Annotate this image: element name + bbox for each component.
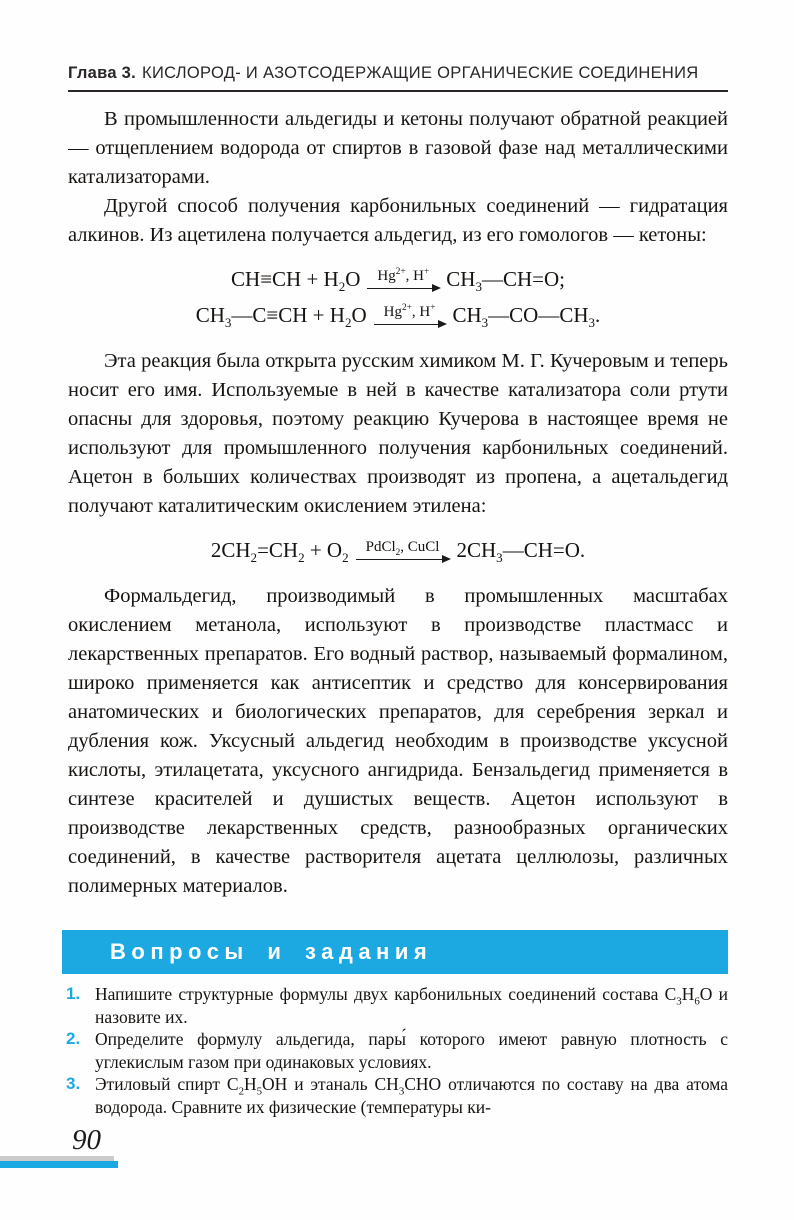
equation-left: $CH\equiv CH + H_2O$ <box>231 267 361 295</box>
arrow-shaft <box>356 559 450 561</box>
question-text: Напишите структурные формулы двух карбонильных соединений состава $C_3H_6O$ и назовите их. <box>95 984 728 1027</box>
question-item <box>62 1028 728 1073</box>
question-text: Этиловый спирт $C_2H_5OH$ и этаналь $CH_3CHO$ отличаются по составу на два атома водорода. Сравните их физические (температуры ки- <box>95 1074 729 1117</box>
questions-banner-title: Вопросы и задания <box>110 939 433 964</box>
equation-acetylene <box>68 265 728 294</box>
catalyst-label: $Hg^{2+}$, H+ <box>383 303 436 320</box>
question-number: 3. <box>66 1074 81 1093</box>
question-item <box>62 1073 728 1118</box>
reaction-arrow <box>367 268 439 289</box>
equation-right: $CH_3—CO—CH_3$. <box>452 303 601 331</box>
footer-blue-bar <box>0 1161 118 1168</box>
equation-right: $CH_3—CH=O$; <box>446 267 565 295</box>
paragraph-applications: Формальдегид, производимый в промышленных масштабах окислением метанола, используют в производстве пластмасс и лекарственных препаратов. Его водный раствор, называемый формалином, широко применяется как антисептик и средство для консервирования анатомических и биологических препаратов, для серебрения зеркал и дубления кож. Уксусный альдегид необходим в производстве уксусной кислоты, этилацетата, уксусного ангидрида. Бензальдегид применяется в синтезе красителей и душистых веществ. Ацетон используют в производстве лекарственных средств, разнообразных органических соединений, в качестве растворителя ацетата целлюлозы, различных полимерных материалов. <box>68 585 728 897</box>
questions-list <box>62 983 728 1118</box>
chapter-title: КИСЛОРОД- И АЗОТСОДЕРЖАЩИЕ ОРГАНИЧЕСКИЕ СОЕДИНЕНИЯ <box>142 64 699 82</box>
questions-banner <box>62 930 728 974</box>
chapter-header <box>68 0 728 92</box>
arrow-shaft <box>374 324 446 326</box>
chapter-label: Глава 3. <box>68 64 137 82</box>
catalyst-label: $Hg^{2+}$, H+ <box>377 267 430 284</box>
questions-section <box>62 930 728 1118</box>
question-number: 2. <box>66 1029 81 1048</box>
question-number: 1. <box>66 984 81 1003</box>
page-number: 90 <box>72 1124 101 1156</box>
equation-right: $2CH_3—CH=O$. <box>456 538 586 566</box>
question-text: Определите формулу альдегида, пары́ которого имеют равную плотность с углекислым газом при одинаковых условиях. <box>95 1029 728 1072</box>
arrow-shaft <box>367 288 439 290</box>
equations-wacker <box>68 536 728 565</box>
equation-ethylene <box>68 536 728 565</box>
reaction-arrow <box>374 304 446 325</box>
paragraph-industry: В промышленности альдегиды и кетоны получают обратной реакцией — отщеплением водорода от спиртов в газовой фазе над металлическими катализаторами. <box>68 108 728 188</box>
body-text <box>68 105 728 901</box>
equation-propyne <box>68 301 728 330</box>
reaction-arrow <box>356 539 450 560</box>
equation-left: $2CH_2=CH_2 + O_2$ <box>210 538 349 566</box>
equations-kucherov <box>68 265 728 330</box>
paragraph-hydration: Другой способ получения карбонильных соединений — гидратация алкинов. Из ацетилена получается альдегид, из его гомологов — кетоны: <box>68 195 728 246</box>
footer-decoration <box>0 1156 118 1168</box>
paragraph-kucherov: Эта реакция была открыта русским химиком М. Г. Кучеровым и теперь носит его имя. Используемые в ней в качестве катализатора соли ртути опасны для здоровья, поэтому реакцию Кучерова в настоящее время не используют для промышленного получения карбонильных соединений. Ацетон в больших количествах производят из пропена, а ацетальдегид получают каталитическим окислением этилена: <box>68 350 728 517</box>
question-item <box>62 983 728 1028</box>
catalyst-label: PdCl$_2$, CuCl <box>365 539 440 558</box>
equation-left: $CH_3—C\equiv CH + H_2O$ <box>195 303 367 331</box>
